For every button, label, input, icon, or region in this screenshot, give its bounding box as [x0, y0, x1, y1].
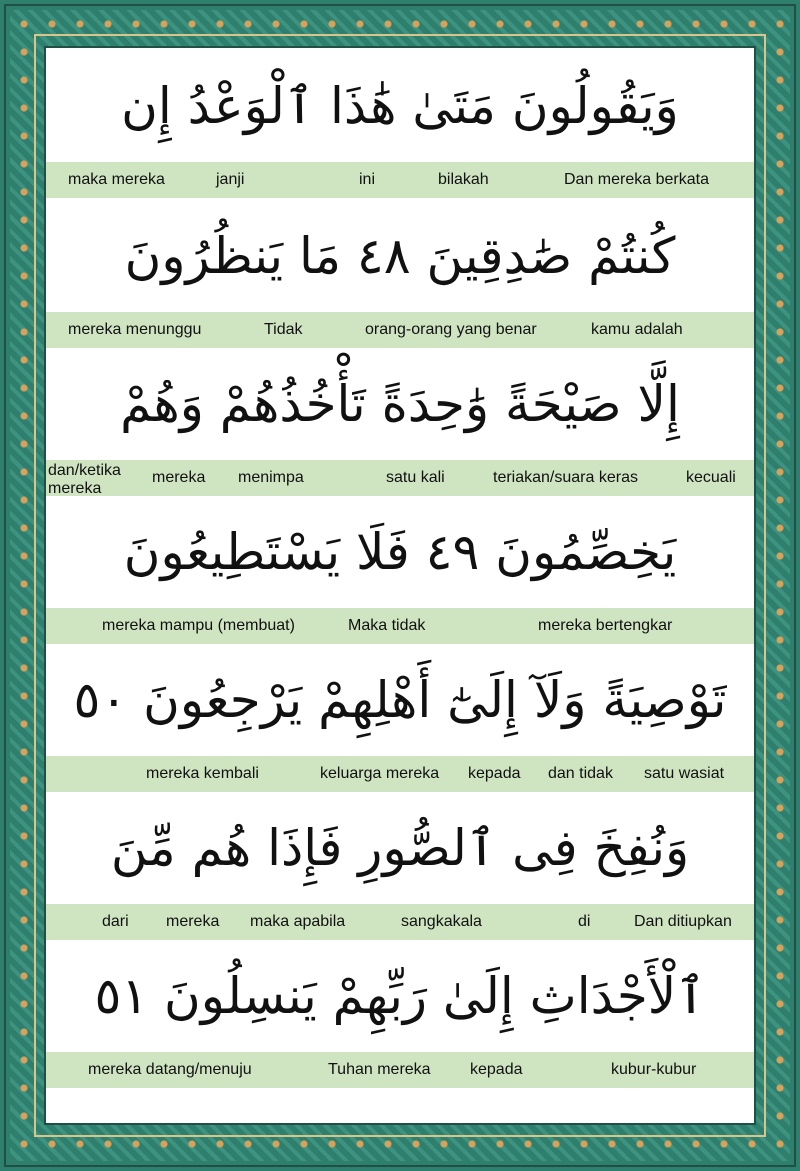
- content-area: [44, 46, 756, 1125]
- word-gloss: sangkakala: [401, 913, 482, 930]
- word-gloss: satu wasiat: [644, 765, 725, 782]
- verse-row-6: [46, 796, 754, 946]
- word-gloss: Tidak: [264, 321, 303, 338]
- word-gloss: orang-orang yang benar: [365, 321, 537, 338]
- verse-row-4: [46, 500, 754, 650]
- arabic-text: وَيَقُولُونَ مَتَىٰ هَٰذَا ٱلْوَعْدُ إِن: [121, 77, 679, 135]
- word-gloss: kubur-kubur: [611, 1061, 697, 1078]
- word-gloss: satu kali: [386, 469, 445, 486]
- word-gloss: Maka tidak: [348, 617, 426, 634]
- translation-band: [46, 312, 754, 348]
- word-gloss: mereka datang/menuju: [88, 1061, 252, 1078]
- word-gloss: keluarga mereka: [320, 765, 440, 782]
- translation-band: [46, 756, 754, 792]
- arabic-text: إِلَّا صَيْحَةً وَٰحِدَةً تَأْخُذُهُمْ وَهُمْ: [120, 375, 680, 433]
- verse-row-5: [46, 648, 754, 798]
- word-gloss: Dan mereka berkata: [564, 171, 709, 188]
- arabic-text: تَوْصِيَةً وَلَآ إِلَىٰٓ أَهْلِهِمْ يَرْجِعُونَ ٥٠: [73, 671, 727, 729]
- arabic-text: كُنتُمْ صَٰدِقِينَ ٤٨ مَا يَنظُرُونَ: [124, 227, 676, 285]
- word-gloss: di: [578, 913, 591, 930]
- translation-band: [46, 904, 754, 940]
- translation-band: [46, 1052, 754, 1088]
- word-gloss: ini: [359, 171, 376, 188]
- verse-row-2: [46, 204, 754, 354]
- word-gloss: janji: [216, 171, 245, 188]
- word-gloss: Dan ditiupkan: [634, 913, 732, 930]
- arabic-text: يَخِصِّمُونَ ٤٩ فَلَا يَسْتَطِيعُونَ: [123, 523, 677, 581]
- translation-band: [46, 460, 754, 496]
- word-gloss: kamu adalah: [591, 321, 683, 338]
- word-gloss: mereka: [152, 469, 206, 486]
- word-gloss: kepada: [468, 765, 521, 782]
- word-gloss: mereka menunggu: [68, 321, 202, 338]
- word-gloss: maka apabila: [250, 913, 346, 930]
- translation-band: [46, 608, 754, 644]
- verse-row-1: [46, 54, 754, 204]
- word-gloss: dan tidak: [548, 765, 613, 782]
- verse-row-7: [46, 944, 754, 1094]
- word-gloss: mereka bertengkar: [538, 617, 673, 634]
- word-gloss: mereka kembali: [146, 765, 259, 782]
- word-gloss: teriakan/suara keras: [493, 469, 638, 486]
- translation-band: [46, 162, 754, 198]
- word-gloss: Tuhan mereka: [328, 1061, 431, 1078]
- word-gloss: kepada: [470, 1061, 523, 1078]
- word-gloss: mereka: [166, 913, 220, 930]
- word-gloss: mereka mampu (membuat): [102, 617, 295, 634]
- arabic-text: ٱلْأَجْدَاثِ إِلَىٰ رَبِّهِمْ يَنسِلُونَ ٥١: [94, 967, 706, 1025]
- word-gloss: kecuali: [686, 469, 736, 486]
- word-gloss: dari: [102, 913, 129, 930]
- word-gloss: dan/ketika mereka: [48, 462, 121, 497]
- word-gloss: bilakah: [438, 171, 489, 188]
- word-gloss: menimpa: [238, 469, 304, 486]
- arabic-text: وَنُفِخَ فِى ٱلصُّورِ فَإِذَا هُم مِّنَ: [110, 819, 690, 877]
- word-gloss: maka mereka: [68, 171, 165, 188]
- verse-row-3: [46, 352, 754, 502]
